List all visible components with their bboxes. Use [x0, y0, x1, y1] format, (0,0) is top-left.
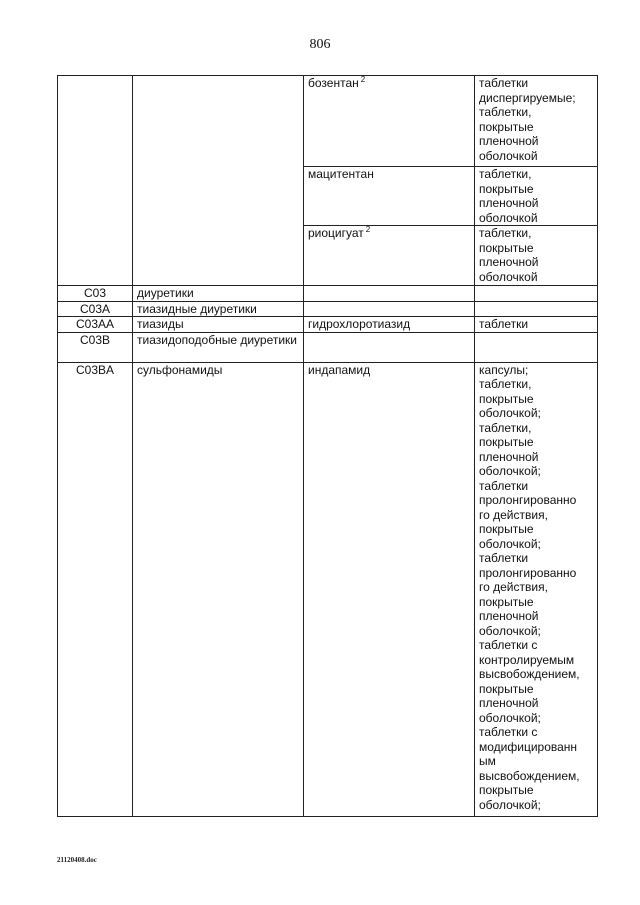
dosage-form-line: пленочной — [479, 609, 539, 623]
dosage-form-line: го действия, — [479, 580, 548, 594]
dosage-form-line: оболочкой — [479, 148, 538, 163]
document-filename: 21120408.doc — [57, 856, 97, 864]
dosage-form-cell — [475, 76, 598, 167]
dosage-form-line: таблетки, — [479, 105, 532, 119]
dosage-form-line: оболочкой; — [479, 623, 541, 638]
drug-name: бозентан — [308, 76, 359, 90]
atc-code-cell — [58, 76, 133, 286]
dosage-form-cell — [475, 362, 598, 816]
dosage-form-line: таблетки — [479, 317, 529, 331]
dosage-form-cell — [475, 301, 598, 317]
drug-name-cell — [304, 301, 475, 317]
drug-name: риоцигуат — [308, 226, 364, 240]
dosage-form-line: таблетки, — [479, 420, 532, 435]
drug-name-cell — [304, 286, 475, 302]
drug-name: гидрохлоротиазид — [308, 317, 411, 331]
atc-code-cell: C03B — [58, 332, 133, 362]
footnote-marker: 2 — [360, 75, 366, 84]
dosage-form-line: пленочной — [479, 696, 539, 710]
dosage-form-line: таблетки с — [479, 725, 538, 739]
dosage-form-line: таблетки, — [479, 167, 532, 181]
dosage-form-line: капсулы; — [479, 362, 529, 377]
drug-name-cell — [304, 362, 475, 816]
page-number: 806 — [309, 37, 331, 52]
drug-name: мацитентан — [308, 167, 374, 181]
dosage-form-line: таблетки — [479, 551, 529, 565]
dosage-form-line: таблетки, — [479, 377, 532, 391]
table-row — [58, 301, 598, 317]
group-cell: сульфонамиды — [133, 362, 304, 816]
dosage-form-line: таблетки — [479, 76, 529, 90]
atc-code-cell: C03A — [58, 301, 133, 317]
dosage-form-cell — [475, 226, 598, 286]
dosage-form-line: диспергируемые; — [479, 90, 576, 105]
table-row — [58, 76, 598, 167]
dosage-form-line: таблетки, — [479, 226, 532, 240]
dosage-form-line: пленочной — [479, 196, 539, 210]
drug-name-cell — [304, 167, 475, 226]
atc-code-cell: C03BA — [58, 362, 133, 816]
dosage-form-line: высвобождением, — [479, 768, 580, 783]
dosage-form-line: покрытые — [479, 391, 534, 406]
dosage-form-line: покрытые — [479, 181, 534, 196]
footnote-marker: 2 — [365, 225, 371, 234]
dosage-form-line: пленочной — [479, 255, 539, 269]
dosage-form-line: пролонгированно — [479, 493, 577, 507]
group-cell: тиазиды — [133, 317, 304, 333]
dosage-form-cell — [475, 167, 598, 226]
dosage-form-line: контролируемым — [479, 652, 575, 667]
dosage-form-line: го действия, — [479, 507, 548, 522]
dosage-form-cell — [475, 286, 598, 302]
group-cell: тиазидные диуретики — [133, 301, 304, 317]
table-row — [58, 317, 598, 333]
dosage-form-line: покрытые — [479, 435, 534, 449]
drug-name: индапамид — [308, 362, 371, 377]
table-row — [58, 362, 598, 816]
dosage-form-cell — [475, 332, 598, 362]
dosage-form-line: покрытые — [479, 783, 534, 797]
dosage-form-line: покрытые — [479, 594, 534, 609]
dosage-form-line: модифицированн — [479, 739, 578, 754]
dosage-form-line: таблетки с — [479, 638, 538, 652]
dosage-form-line: таблетки — [479, 478, 529, 493]
dosage-form-line: оболочкой; — [479, 536, 541, 551]
dosage-form-line: пленочной — [479, 449, 539, 464]
drug-table — [57, 75, 598, 817]
atc-code-cell: C03AA — [58, 317, 133, 333]
drug-name-cell — [304, 226, 475, 286]
atc-code-cell: C03 — [58, 286, 133, 302]
dosage-form-line: высвобождением, — [479, 667, 580, 681]
dosage-form-line: пленочной — [479, 134, 539, 148]
group-cell: тиазидоподобные диуретики — [133, 332, 304, 362]
drug-name-cell — [304, 332, 475, 362]
group-cell — [133, 76, 304, 286]
group-cell: диуретики — [133, 286, 304, 302]
drug-name-cell — [304, 317, 475, 333]
dosage-form-cell — [475, 317, 598, 333]
drug-name-cell — [304, 76, 475, 167]
dosage-form-line: оболочкой; — [479, 797, 541, 812]
dosage-form-line: покрытые — [479, 681, 534, 696]
dosage-form-line: ым — [479, 754, 496, 768]
dosage-form-line: оболочкой — [479, 210, 538, 225]
dosage-form-line: покрытые — [479, 119, 534, 134]
table-row — [58, 332, 598, 362]
dosage-form-line: покрытые — [479, 240, 534, 255]
dosage-form-line: оболочкой — [479, 269, 538, 284]
dosage-form-line: пролонгированно — [479, 565, 577, 580]
dosage-form-line: оболочкой; — [479, 710, 541, 725]
dosage-form-line: оболочкой; — [479, 464, 541, 478]
table-row — [58, 286, 598, 302]
dosage-form-line: оболочкой; — [479, 406, 541, 420]
dosage-form-line: покрытые — [479, 522, 534, 536]
